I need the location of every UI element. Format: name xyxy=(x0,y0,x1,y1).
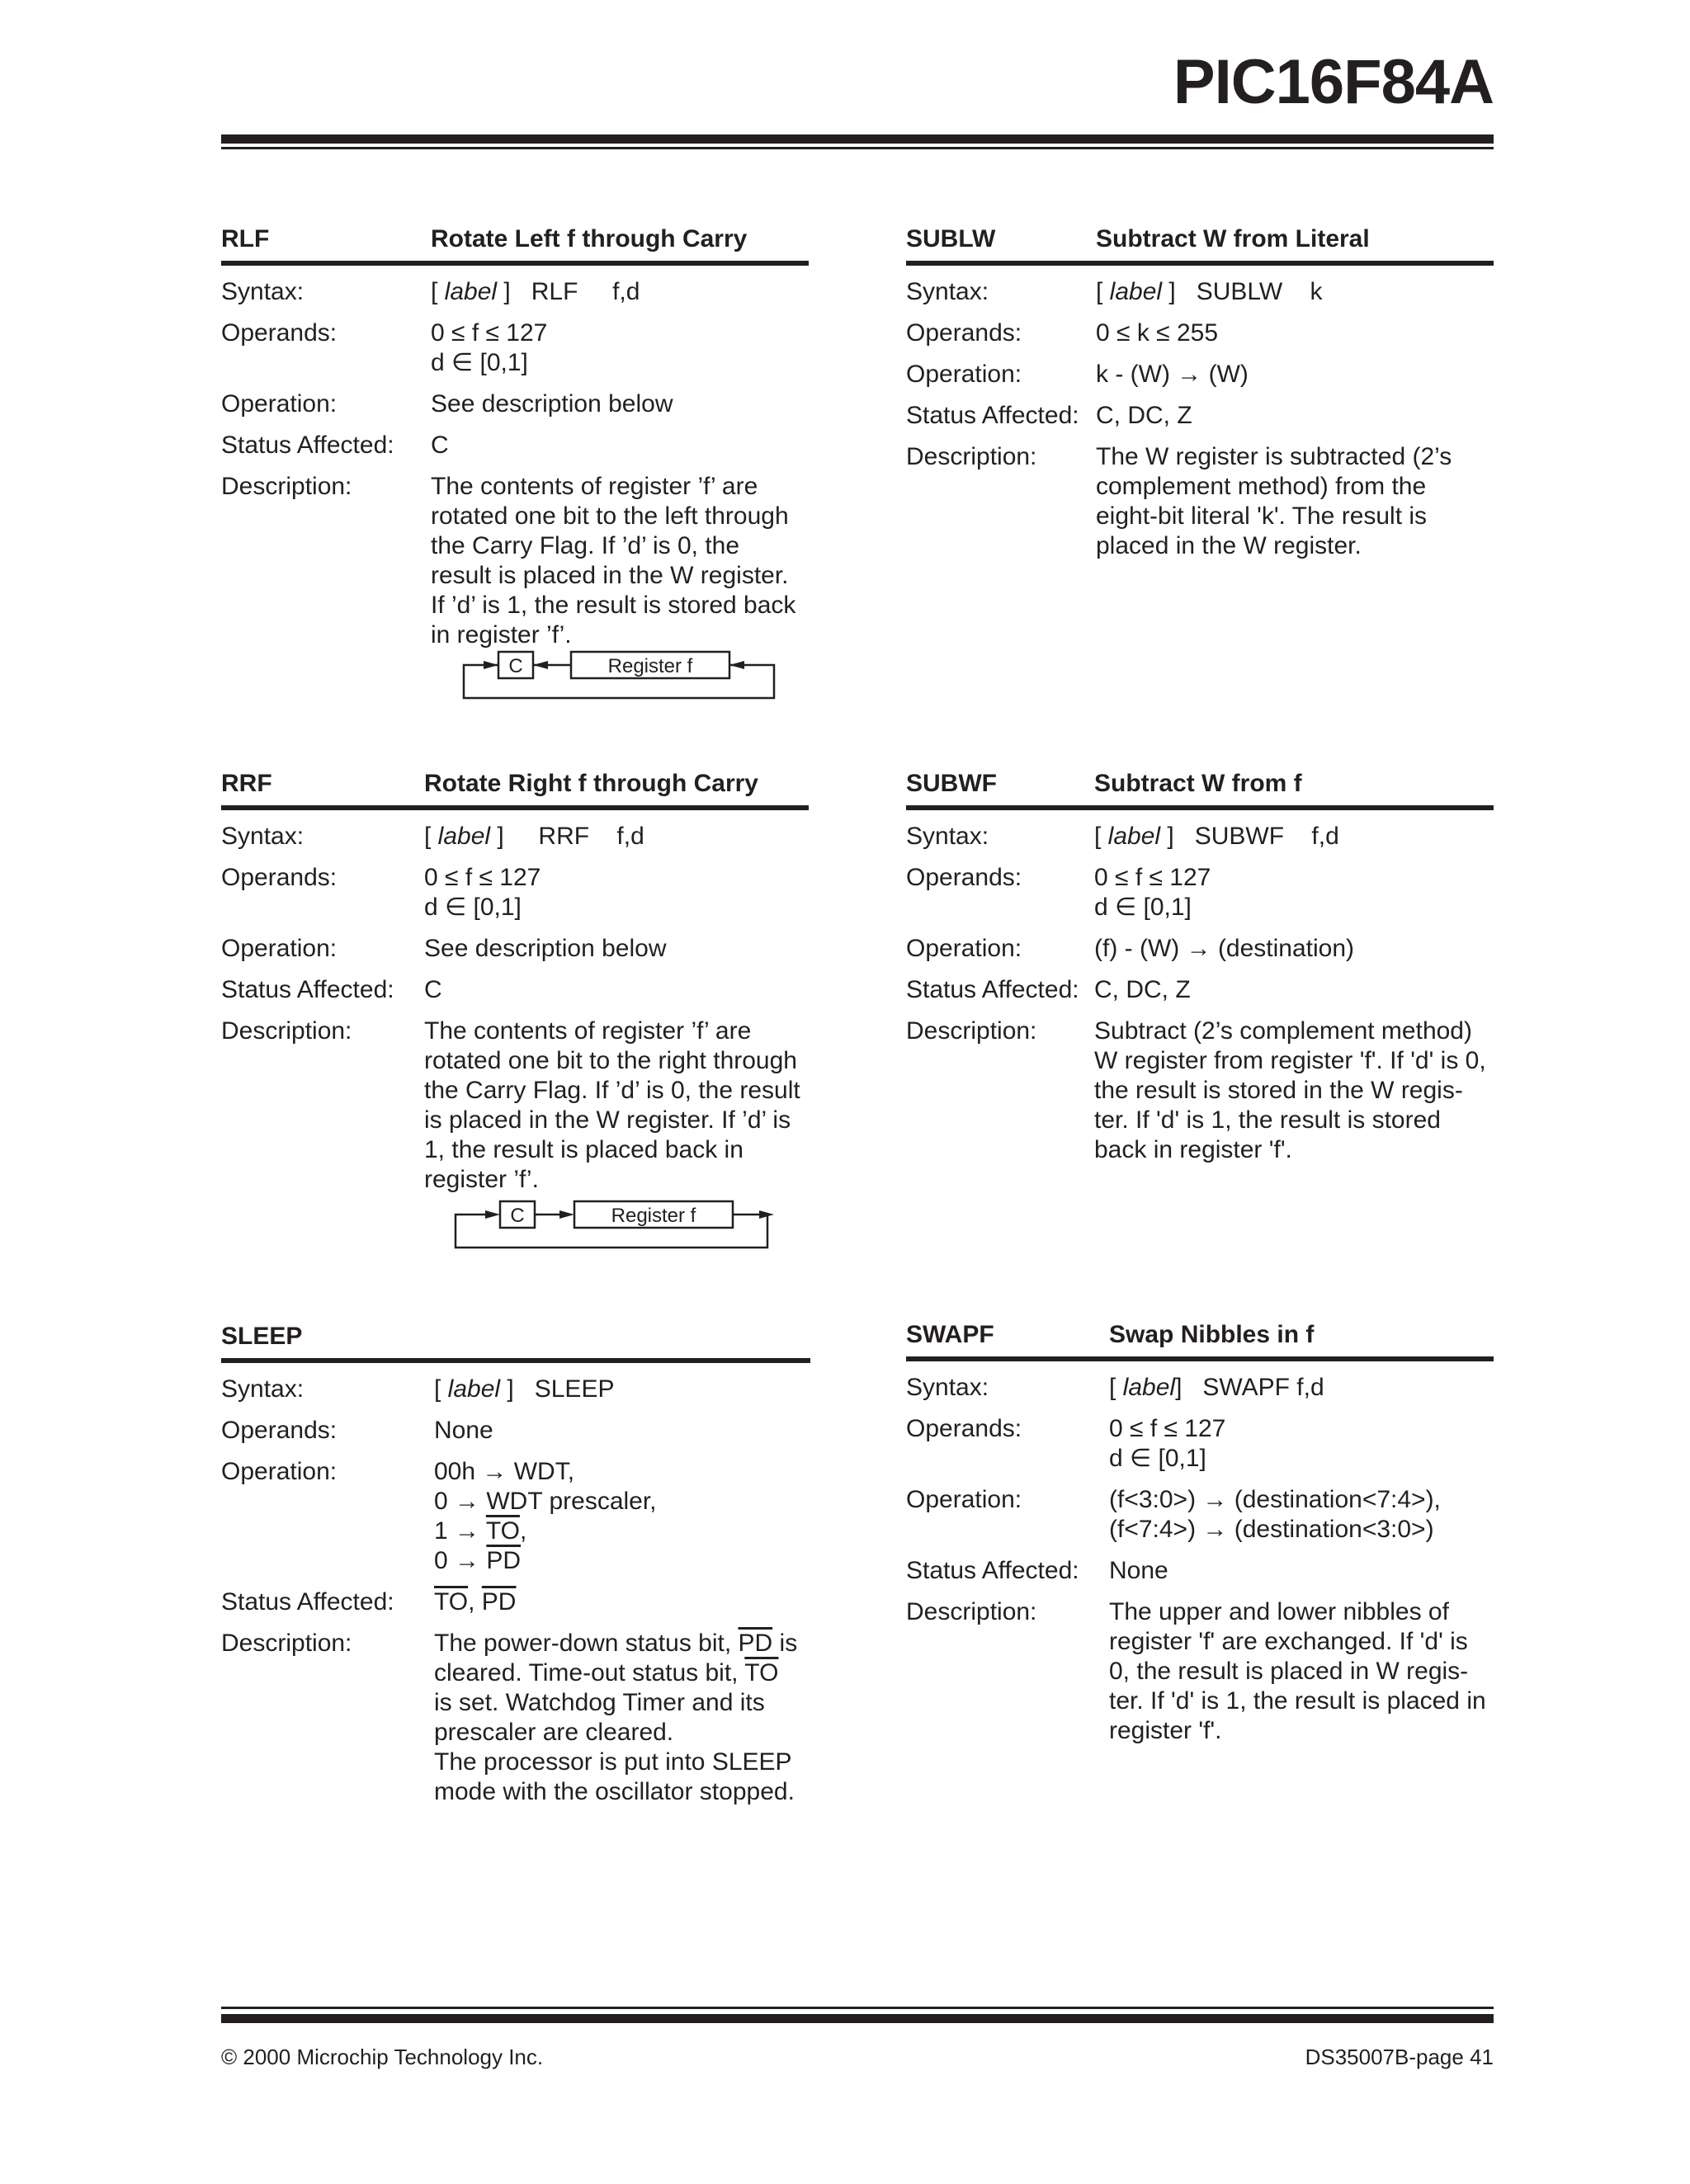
syntax-row xyxy=(906,1373,1494,1403)
instruction-rrf xyxy=(221,767,809,1195)
instruction-mnemonic: SWAPF xyxy=(906,1321,994,1348)
instruction-title: Rotate Right f through Carry xyxy=(424,770,758,797)
description-line: prescaler are cleared. xyxy=(434,1719,674,1746)
status-label: Status Affected: xyxy=(221,1588,394,1616)
description-line: ter. If 'd' is 1, the result is stored xyxy=(1094,1106,1441,1134)
operands-label: Operands: xyxy=(221,319,338,347)
instruction-mnemonic: SUBLW xyxy=(906,225,996,252)
operation-line: (f<7:4>) → (destination<3:0>) xyxy=(1109,1516,1434,1543)
instruction-subwf xyxy=(906,767,1494,1165)
header-rule-thin xyxy=(221,147,1494,149)
description-line: The contents of register ’f’ are xyxy=(424,1017,752,1045)
instruction-header xyxy=(906,1318,1494,1361)
description-line: the Carry Flag. If ’d’ is 0, the xyxy=(431,532,740,559)
description-line: the result is stored in the W regis- xyxy=(1094,1077,1463,1104)
description-line: is placed in the W register. If ’d’ is xyxy=(424,1106,791,1134)
operands-label: Operands: xyxy=(906,1415,1022,1442)
operand-line: d ∈ [0,1] xyxy=(431,349,528,376)
operand-line: 0 ≤ f ≤ 127 xyxy=(1109,1415,1226,1442)
description-line: 1, the result is placed back in xyxy=(424,1136,744,1163)
operands-row xyxy=(221,318,809,378)
description-label: Description: xyxy=(221,1630,352,1657)
syntax-label: Syntax: xyxy=(906,278,989,305)
operation-line: 00h → WDT, xyxy=(434,1458,575,1485)
status-row xyxy=(906,401,1494,431)
syntax-row xyxy=(221,822,809,851)
description-line: The processor is put into SLEEP xyxy=(434,1748,792,1776)
description-line: rotated one bit to the left through xyxy=(431,502,789,530)
operands-label: Operands: xyxy=(906,319,1022,347)
description-line: rotated one bit to the right through xyxy=(424,1047,797,1074)
operation-value: See description below xyxy=(431,390,673,417)
instruction-title: Subtract W from f xyxy=(1094,770,1302,797)
operands-row xyxy=(221,863,809,922)
operation-value: k - (W) → (W) xyxy=(1096,361,1249,388)
description-line: back in register 'f'. xyxy=(1094,1136,1292,1163)
instruction-title: Rotate Left f through Carry xyxy=(431,225,748,252)
operation-label: Operation: xyxy=(221,935,338,962)
operation-line: (f<3:0>) → (destination<7:4>), xyxy=(1109,1486,1441,1513)
operation-label: Operation: xyxy=(906,1486,1022,1513)
description-row xyxy=(906,442,1494,561)
operation-label: Operation: xyxy=(906,361,1022,388)
syntax-value: [ label] SWAPF f,d xyxy=(1109,1374,1324,1401)
status-value: C, DC, Z xyxy=(1096,402,1192,429)
description-label: Description: xyxy=(221,1017,352,1045)
syntax-value: [ label ] RRF f,d xyxy=(424,823,644,850)
instruction-swapf xyxy=(906,1318,1494,1746)
footer-rule-thick xyxy=(221,2014,1494,2023)
operands-label: Operands: xyxy=(221,1417,338,1444)
syntax-label: Syntax: xyxy=(221,823,304,850)
status-value: $\overline{TO}$, $\overline{PD}$ xyxy=(434,1588,517,1616)
operation-line: 0 → WDT prescaler, xyxy=(434,1488,657,1515)
operands-label: Operands: xyxy=(221,864,338,891)
description-line: register ’f’. xyxy=(424,1166,539,1193)
rotate-left-diagram xyxy=(446,649,792,703)
description-line: result is placed in the W register. xyxy=(431,562,789,589)
instruction-header xyxy=(221,223,809,266)
operation-value: See description below xyxy=(424,935,667,962)
instruction-title: Swap Nibbles in f xyxy=(1109,1321,1315,1348)
operation-row xyxy=(906,360,1494,389)
syntax-row xyxy=(906,277,1494,307)
carry-box-label: C xyxy=(510,1205,525,1227)
instruction-sublw xyxy=(906,223,1494,561)
syntax-value: [ label ] RLF f,d xyxy=(431,278,640,305)
instruction-title: Subtract W from Literal xyxy=(1096,225,1370,252)
status-label: Status Affected: xyxy=(906,976,1079,1003)
description-line: 0, the result is placed in W regis- xyxy=(1109,1658,1469,1685)
operand-line: 0 ≤ f ≤ 127 xyxy=(424,864,541,891)
register-box-label: Register f xyxy=(607,655,693,677)
syntax-value: [ label ] SUBLW k xyxy=(1096,278,1323,305)
carry-box-label: C xyxy=(508,655,523,677)
status-row xyxy=(906,1556,1494,1586)
description-line: eight-bit literal 'k'. The result is xyxy=(1096,502,1428,530)
description-row xyxy=(221,472,809,650)
copyright-text: © 2000 Microchip Technology Inc. xyxy=(221,2045,544,2069)
instruction-header xyxy=(221,1320,810,1363)
status-label: Status Affected: xyxy=(906,1557,1079,1584)
description-line: the Carry Flag. If ’d’ is 0, the result xyxy=(424,1077,800,1104)
syntax-row xyxy=(221,277,809,307)
register-box-label: Register f xyxy=(611,1205,696,1227)
description-line: If ’d’ is 1, the result is stored back xyxy=(431,592,796,619)
operation-row xyxy=(221,934,809,964)
rotate-right-diagram xyxy=(446,1198,792,1252)
operand-line: 0 ≤ f ≤ 127 xyxy=(431,319,548,347)
operands-value: 0 ≤ k ≤ 255 xyxy=(1096,319,1219,347)
description-row xyxy=(906,1597,1494,1746)
description-line: register 'f' are exchanged. If 'd' is xyxy=(1109,1628,1468,1655)
operand-line: d ∈ [0,1] xyxy=(424,894,522,921)
operand-line: d ∈ [0,1] xyxy=(1109,1445,1206,1472)
operands-row xyxy=(906,318,1494,348)
syntax-label: Syntax: xyxy=(906,823,989,850)
description-line: The power-down status bit, $\overline{PD}$ is xyxy=(434,1630,798,1657)
description-line: mode with the oscillator stopped. xyxy=(434,1778,795,1805)
operation-label: Operation: xyxy=(906,935,1022,962)
footer-rule-thin xyxy=(221,2007,1494,2009)
status-row xyxy=(221,1587,810,1617)
description-row xyxy=(221,1017,809,1195)
page-number: DS35007B-page 41 xyxy=(1305,2045,1494,2069)
description-line: Subtract (2’s complement method) xyxy=(1094,1017,1472,1045)
syntax-label: Syntax: xyxy=(906,1374,989,1401)
instruction-sleep xyxy=(221,1320,810,1807)
status-label: Status Affected: xyxy=(221,976,394,1003)
description-label: Description: xyxy=(906,1598,1037,1625)
description-line: The upper and lower nibbles of xyxy=(1109,1598,1449,1625)
description-line: register 'f'. xyxy=(1109,1717,1222,1744)
description-line: placed in the W register. xyxy=(1096,532,1362,559)
operands-label: Operands: xyxy=(906,864,1022,891)
status-value: C xyxy=(431,432,449,459)
operation-label: Operation: xyxy=(221,390,338,417)
status-row xyxy=(906,975,1494,1005)
syntax-value: [ label ] SLEEP xyxy=(434,1375,615,1403)
status-value: None xyxy=(1109,1557,1168,1584)
description-row xyxy=(221,1629,810,1807)
operands-row xyxy=(906,1414,1494,1474)
instruction-header xyxy=(221,767,809,810)
operation-label: Operation: xyxy=(221,1458,338,1485)
status-label: Status Affected: xyxy=(221,432,394,459)
instruction-mnemonic: RRF xyxy=(221,770,272,797)
instruction-mnemonic: SLEEP xyxy=(221,1323,303,1350)
description-line: The W register is subtracted (2’s xyxy=(1096,443,1452,470)
syntax-value: [ label ] SUBWF f,d xyxy=(1094,823,1339,850)
description-label: Description: xyxy=(221,473,352,500)
operand-line: 0 ≤ f ≤ 127 xyxy=(1094,864,1211,891)
instruction-mnemonic: SUBWF xyxy=(906,770,997,797)
description-label: Description: xyxy=(906,1017,1037,1045)
operand-line: d ∈ [0,1] xyxy=(1094,894,1192,921)
operation-row xyxy=(221,1457,810,1576)
syntax-label: Syntax: xyxy=(221,278,304,305)
operation-line: $1 \to \overline{TO}$, xyxy=(434,1517,527,1545)
description-line: W register from register 'f'. If 'd' is 0, xyxy=(1094,1047,1486,1074)
description-label: Description: xyxy=(906,443,1037,470)
header-rule-thick xyxy=(221,134,1494,144)
operation-line: $0 \to \overline{PD}$ xyxy=(434,1547,522,1574)
operands-row xyxy=(221,1416,810,1446)
description-line: in register ’f’. xyxy=(431,621,572,649)
syntax-label: Syntax: xyxy=(221,1375,304,1403)
description-line: is set. Watchdog Timer and its xyxy=(434,1689,765,1716)
operation-row xyxy=(221,389,809,419)
status-row xyxy=(221,431,809,460)
instruction-rlf xyxy=(221,223,809,650)
instruction-mnemonic: RLF xyxy=(221,225,270,252)
instruction-header xyxy=(906,767,1494,810)
status-value: C, DC, Z xyxy=(1094,976,1191,1003)
description-line: complement method) from the xyxy=(1096,473,1427,500)
description-line: ter. If 'd' is 1, the result is placed in xyxy=(1109,1687,1486,1715)
instruction-header xyxy=(906,223,1494,266)
operation-row xyxy=(906,934,1494,964)
document-title: PIC16F84A xyxy=(1173,47,1494,117)
status-value: C xyxy=(424,976,442,1003)
operands-value: None xyxy=(434,1417,493,1444)
description-line: cleared. Time-out status bit, $\overline{TO}$ xyxy=(434,1659,779,1686)
operation-row xyxy=(906,1485,1494,1545)
description-row xyxy=(906,1017,1494,1165)
description-line: The contents of register ’f’ are xyxy=(431,473,758,500)
operands-row xyxy=(906,863,1494,922)
status-label: Status Affected: xyxy=(906,402,1079,429)
syntax-row xyxy=(906,822,1494,851)
operation-value: (f) - (W) → (destination) xyxy=(1094,935,1355,962)
status-row xyxy=(221,975,809,1005)
syntax-row xyxy=(221,1375,810,1404)
